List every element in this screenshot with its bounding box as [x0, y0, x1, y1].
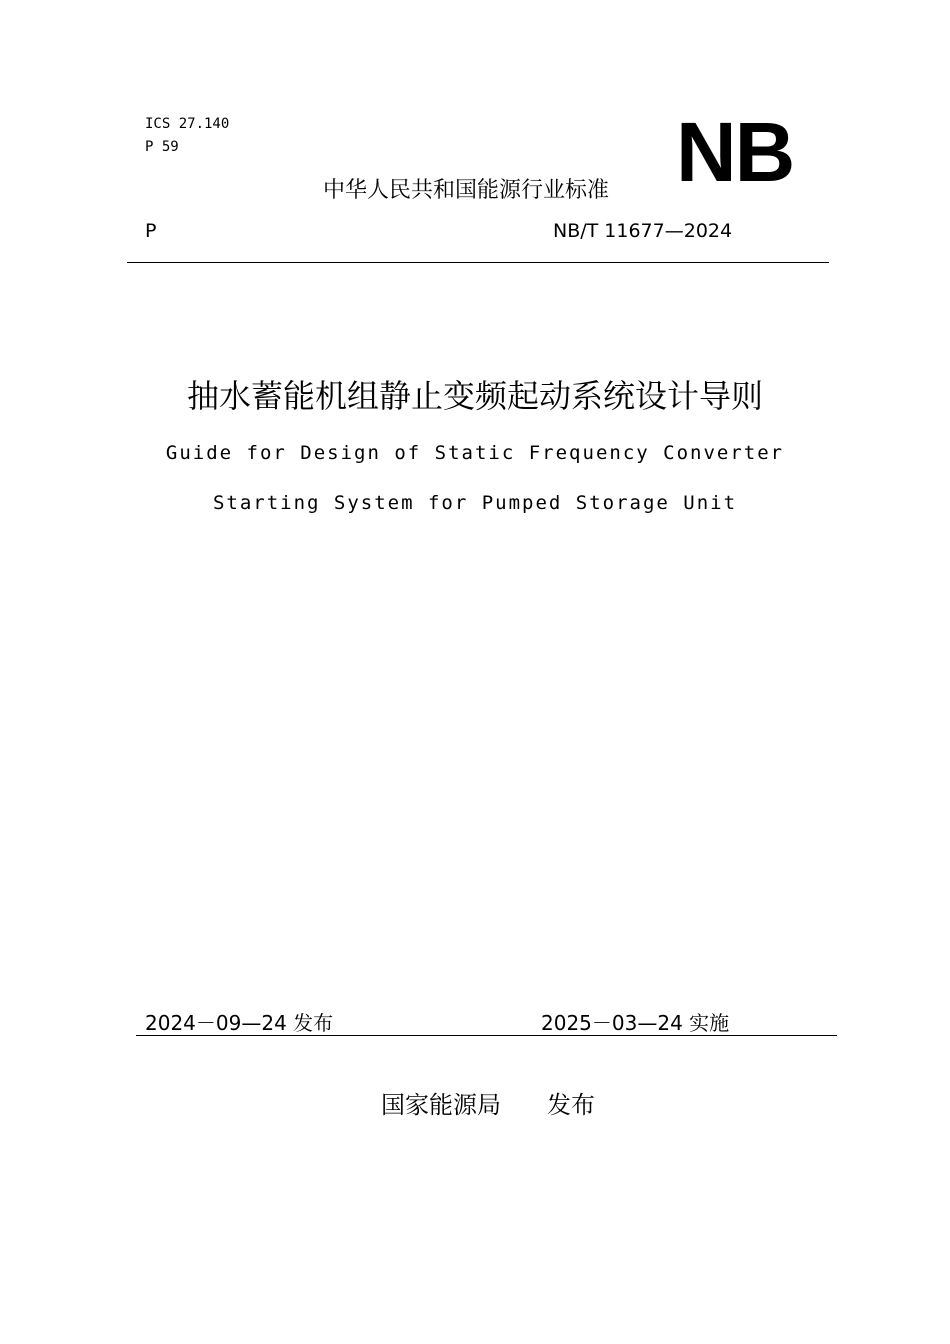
publisher: 国家能源局: [381, 1091, 501, 1119]
ics-code: ICS 27.140: [145, 116, 230, 132]
top-divider: [127, 262, 829, 263]
document-title-english-line1: Guide for Design of Static Frequency Converter: [165, 442, 785, 464]
issuer-title: 中华人民共和国能源行业标准: [323, 178, 610, 203]
standard-number: NB/T 11677—2024: [553, 220, 733, 242]
effective-date: 2025－03—24 实施: [541, 1011, 730, 1035]
bottom-divider: [136, 1035, 837, 1036]
classification-code: P 59: [145, 139, 179, 155]
release-date: 2024－09—24 发布: [145, 1011, 334, 1035]
publish-label: 发布: [547, 1091, 595, 1119]
document-title-english-line2: Starting System for Pumped Storage Unit: [212, 492, 738, 514]
p-mark: P: [145, 220, 157, 242]
document-title-chinese: 抽水蓄能机组静止变频起动系统设计导则: [186, 377, 763, 415]
nb-logo: NB: [676, 105, 794, 199]
